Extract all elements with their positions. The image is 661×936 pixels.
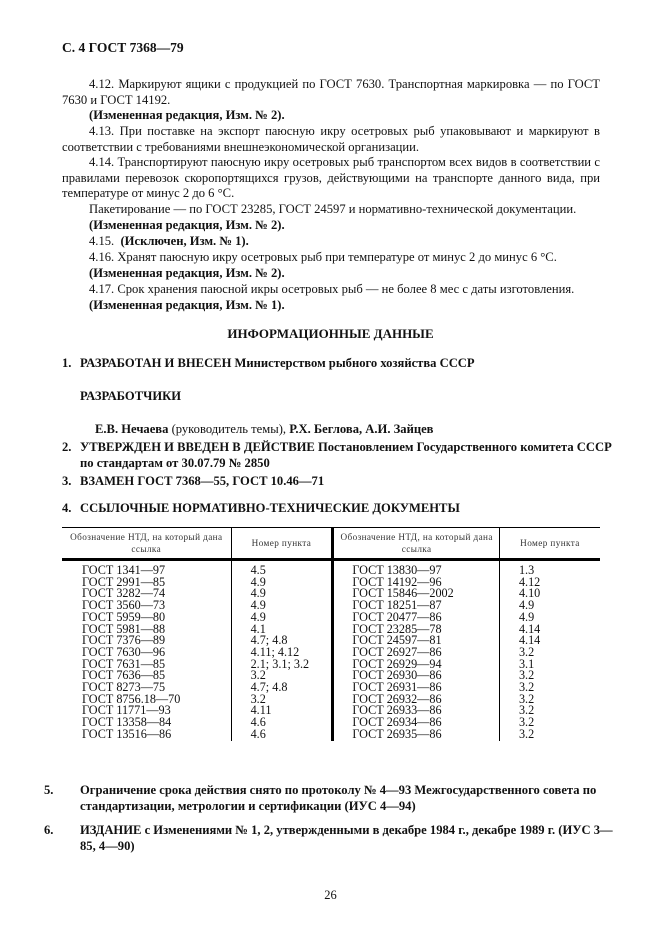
paragraph-4-16: 4.16. Хранят паюсную икру осетровых рыб при температуре от минус 2 до минус 6 °С. <box>89 250 557 264</box>
developer-lead: Е.В. Нечаева <box>95 422 169 436</box>
cell-clause: 4.10 <box>499 588 600 600</box>
paragraph-4-13: 4.13. При поставке на экспорт паюсную икру осетровых рыб упаковывают и маркируют в соответствии с требованиями внешнеэкономической организации. <box>62 124 600 154</box>
item-number: 1. <box>62 356 72 370</box>
cell-designation: ГОСТ 8273—75 <box>82 680 166 695</box>
item-text: УТВЕРЖДЕН И ВВЕДЕН В ДЕЙСТВИЕ Постановлением Государственного комитета СССР по стандартам от 30.07.79 № 2850 <box>80 440 612 470</box>
cell-designation: ГОСТ 3560—73 <box>82 598 166 613</box>
cell-designation: ГОСТ 18251—87 <box>333 600 500 612</box>
cell-designation: ГОСТ 13516—86 <box>82 726 172 741</box>
cell-clause: 3.2 <box>499 682 600 694</box>
paragraph-4-12: 4.12. Маркируют ящики с продукцией по ГОСТ 7630. Транспортная маркировка — по ГОСТ 7630 и ГОСТ 14192. <box>62 77 600 107</box>
paragraph-packaging: Пакетирование — по ГОСТ 23285, ГОСТ 24597 и нормативно-технической документации. <box>89 202 577 216</box>
page-header: С. 4 ГОСТ 7368—79 <box>62 40 184 55</box>
cell-designation: ГОСТ 7376—89 <box>82 633 166 648</box>
table-row <box>62 729 600 741</box>
column-header-designation: Обозначение НТД, на который дана ссылка <box>333 528 500 560</box>
cell-designation: ГОСТ 26927—86 <box>333 647 500 659</box>
cell-clause: 4.9 <box>499 600 600 612</box>
cell-clause: 4.7; 4.8 <box>231 635 333 647</box>
developers-list <box>95 422 635 438</box>
cell-clause: 4.1 <box>231 624 333 636</box>
cell-designation: ГОСТ 8756.18—70 <box>82 691 181 706</box>
cell-designation: ГОСТ 5981—88 <box>82 621 166 636</box>
column-header-clause: Номер пункта <box>231 528 333 560</box>
item-number: 4. <box>62 501 72 515</box>
cell-clause: 4.12 <box>499 577 600 589</box>
cell-clause: 3.2 <box>499 717 600 729</box>
item-text: РАЗРАБОТАН И ВНЕСЕН Министерством рыбного хозяйства СССР <box>80 356 475 370</box>
item-number: 2. <box>62 440 72 454</box>
amendment-note: (Измененная редакция, Изм. № 1). <box>89 298 285 312</box>
cell-designation: ГОСТ 26930—86 <box>333 670 500 682</box>
cell-clause: 3.2 <box>231 694 333 706</box>
cell-clause: 4.7; 4.8 <box>231 682 333 694</box>
column-header-clause: Номер пункта <box>499 528 600 560</box>
info-item-3 <box>62 474 602 490</box>
item-text: Ограничение срока действия снято по протоколу № 4—93 Межгосударственного совета по стандартизации, метрологии и сертификации (ИУС 4—94) <box>80 783 597 813</box>
cell-designation: ГОСТ 26931—86 <box>333 682 500 694</box>
cell-clause: 3.2 <box>231 670 333 682</box>
amendment-note: (Измененная редакция, Изм. № 2). <box>89 218 285 232</box>
table-header-row <box>62 528 600 560</box>
cell-designation: ГОСТ 13830—97 <box>333 560 500 577</box>
developer-lead-role: (руководитель темы), <box>171 422 287 436</box>
cell-clause: 4.6 <box>231 717 333 729</box>
cell-clause: 4.9 <box>231 588 333 600</box>
item-number: 3. <box>62 474 72 488</box>
cell-designation: ГОСТ 7636—85 <box>82 668 166 683</box>
info-item-2 <box>62 440 620 471</box>
cell-clause: 2.1; 3.1; 3.2 <box>231 659 333 671</box>
cell-designation: ГОСТ 14192—96 <box>333 577 500 589</box>
cell-clause: 4.5 <box>231 560 333 577</box>
cell-designation: ГОСТ 26932—86 <box>333 694 500 706</box>
cell-designation: ГОСТ 1341—97 <box>82 563 166 577</box>
paragraph-number: 4.15. <box>89 234 115 248</box>
cell-designation: ГОСТ 26934—86 <box>333 717 500 729</box>
cell-designation: ГОСТ 15846—2002 <box>333 588 500 600</box>
paragraph-4-14: 4.14. Транспортируют паюсную икру осетровых рыб транспортом всех видов в соответствии с правилами перевозок скоропортящихся грузов, действующими на транспорте данного вида, при температуре от минус 2 до 6 °С. <box>62 155 600 201</box>
cell-clause: 4.11; 4.12 <box>231 647 333 659</box>
cell-designation: ГОСТ 13358—84 <box>82 715 172 730</box>
cell-clause: 4.9 <box>231 612 333 624</box>
cell-designation: ГОСТ 26929—94 <box>333 659 500 671</box>
cell-designation: ГОСТ 3282—74 <box>82 586 166 601</box>
item-text: ССЫЛОЧНЫЕ НОРМАТИВНО-ТЕХНИЧЕСКИЕ ДОКУМЕНТЫ <box>80 501 460 515</box>
cell-designation: ГОСТ 7631—85 <box>82 656 166 671</box>
cell-clause: 3.1 <box>499 659 600 671</box>
cell-clause: 4.14 <box>499 624 600 636</box>
cell-designation: ГОСТ 24597—81 <box>333 635 500 647</box>
cell-designation: ГОСТ 23285—78 <box>333 624 500 636</box>
paragraph-4-15 <box>62 234 627 250</box>
cell-clause: 1.3 <box>499 560 600 577</box>
item-number: 5. <box>44 783 54 797</box>
cell-clause: 3.2 <box>499 729 600 741</box>
cell-designation: ГОСТ 11771—93 <box>82 703 171 718</box>
cell-clause: 3.2 <box>499 647 600 659</box>
cell-clause: 3.2 <box>499 705 600 717</box>
developer-others: Р.Х. Беглова, А.И. Зайцев <box>289 422 434 436</box>
excluded-note: (Исключен, Изм. № 1). <box>120 234 249 248</box>
cell-clause: 4.14 <box>499 635 600 647</box>
amendment-note: (Измененная редакция, Изм. № 2). <box>89 266 285 280</box>
item-number: 6. <box>44 823 54 837</box>
cell-designation: ГОСТ 2991—85 <box>82 574 166 589</box>
item-text: ИЗДАНИЕ с Изменениями № 1, 2, утвержденными в декабре 1984 г., декабре 1989 г. (ИУС 3—85, 4—90) <box>80 823 613 853</box>
reference-documents-table <box>62 527 600 741</box>
cell-clause: 4.6 <box>231 729 333 741</box>
cell-designation: ГОСТ 7630—96 <box>82 644 166 659</box>
cell-clause: 3.2 <box>499 670 600 682</box>
item-text: ВЗАМЕН ГОСТ 7368—55, ГОСТ 10.46—71 <box>80 474 325 488</box>
paragraph-4-17: 4.17. Срок хранения паюсной икры осетровых рыб — не более 8 мес с даты изготовления. <box>89 282 575 296</box>
info-item-4 <box>62 501 602 517</box>
column-header-designation: Обозначение НТД, на который дана ссылка <box>62 528 231 560</box>
page-number: 26 <box>324 888 337 902</box>
cell-clause: 4.9 <box>231 600 333 612</box>
info-item-5 <box>44 783 620 814</box>
cell-clause: 3.2 <box>499 694 600 706</box>
section-title: ИНФОРМАЦИОННЫЕ ДАННЫЕ <box>227 326 434 341</box>
developers-label: РАЗРАБОТЧИКИ <box>80 389 182 403</box>
info-item-6 <box>44 823 620 854</box>
info-item-1 <box>62 356 602 372</box>
cell-clause: 4.11 <box>231 705 333 717</box>
cell-clause: 4.9 <box>231 577 333 589</box>
cell-designation: ГОСТ 26933—86 <box>333 705 500 717</box>
amendment-note: (Измененная редакция, Изм. № 2). <box>89 108 285 122</box>
cell-designation: ГОСТ 20477—86 <box>333 612 500 624</box>
cell-designation: ГОСТ 26935—86 <box>333 729 500 741</box>
cell-designation: ГОСТ 5959—80 <box>82 609 166 624</box>
cell-clause: 4.9 <box>499 612 600 624</box>
